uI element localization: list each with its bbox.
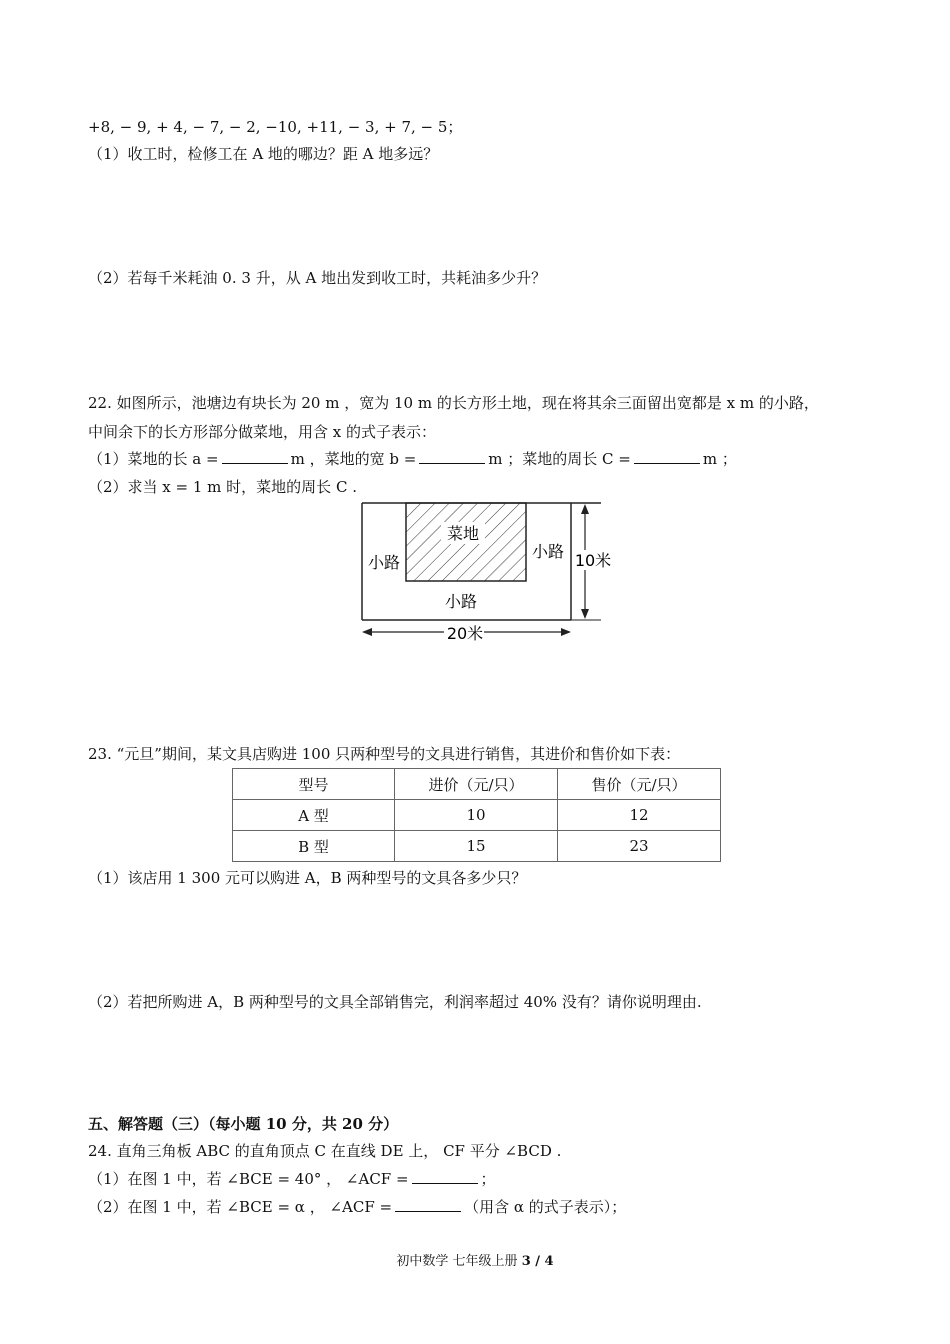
- price-table: [232, 768, 721, 862]
- table-cell: 10: [395, 800, 558, 831]
- q22-part1-d: m ；: [702, 450, 737, 468]
- footer-text: 初中数学 七年级上册: [396, 1254, 522, 1269]
- table-row: [233, 800, 721, 831]
- table-header: 售价（元/只）: [558, 769, 721, 800]
- width-label: 20米: [446, 624, 484, 643]
- q21-part2: （2）若每千米耗油 0. 3 升，从 A 地出发到收工时，共耗油多少升？: [88, 269, 547, 287]
- garden-label: 菜地: [446, 524, 480, 543]
- q23-intro: 23. “元旦”期间，某文具店购进 100 只两种型号的文具进行销售，其进价和售价如下表：: [88, 745, 681, 763]
- q24-part2-a: （2）在图 1 中，若 ∠BCE = α ， ∠ACF =: [88, 1198, 393, 1216]
- q24-part2: [88, 1197, 626, 1217]
- q24-part2-b: （用含 α 的式子表示）；: [464, 1198, 627, 1216]
- q21-part1: （1）收工时，检修工在 A 地的哪边？距 A 地多远？: [88, 145, 439, 163]
- table-header: 型号: [233, 769, 395, 800]
- height-arrowhead-top: [581, 504, 589, 514]
- table-header: 进价（元/只）: [395, 769, 558, 800]
- q22-part1-c: m ；菜地的周长 C =: [488, 450, 631, 468]
- answer-blank: [419, 449, 485, 464]
- q22-part1-b: m ，菜地的宽 b =: [290, 450, 417, 468]
- q23-part1: （1）该店用 1 300 元可以购进 A，B 两种型号的文具各多少只？: [88, 869, 527, 887]
- garden-figure: [355, 498, 615, 646]
- table-cell: 12: [558, 800, 721, 831]
- answer-blank: [395, 1197, 461, 1212]
- path-left-label: 小路: [367, 553, 401, 572]
- q22-line2: 中间余下的长方形部分做菜地，用含 x 的式子表示：: [88, 423, 436, 441]
- width-arrowhead-left: [362, 628, 372, 636]
- q23-part2: （2）若把所购进 A，B 两种型号的文具全部销售完，利润率超过 40% 没有？请你说明理由.: [88, 993, 702, 1011]
- q22-part2: （2）求当 x = 1 m 时，菜地的周长 C .: [88, 478, 357, 496]
- table-cell: 23: [558, 831, 721, 862]
- table-row: [233, 831, 721, 862]
- height-label: 10米: [574, 551, 612, 570]
- answer-blank: [634, 449, 700, 464]
- answer-blank: [222, 449, 288, 464]
- table-header-row: [233, 769, 721, 800]
- q24-line1: 24. 直角三角板 ABC 的直角顶点 C 在直线 DE 上， CF 平分 ∠BCD .: [88, 1142, 562, 1160]
- q24-part1-b: ；: [480, 1170, 496, 1188]
- height-arrowhead-bottom: [581, 609, 589, 619]
- table-cell: A 型: [233, 800, 395, 831]
- q24-part1: [88, 1169, 496, 1189]
- path-right-label: 小路: [531, 542, 565, 561]
- q22-part1-a: （1）菜地的长 a =: [88, 450, 219, 468]
- q22-line1: 22. 如图所示，池塘边有块长为 20 m ，宽为 10 m 的长方形土地，现在将其余三面留出宽都是 x m 的小路，: [88, 394, 819, 412]
- path-bottom-label: 小路: [444, 592, 478, 611]
- page-number: 3 / 4: [521, 1254, 554, 1269]
- answer-blank: [412, 1169, 478, 1184]
- q21-sequence: +8, − 9, + 4, − 7, − 2, −10, +11, − 3, + 7, − 5；: [88, 118, 463, 136]
- q24-part1-a: （1）在图 1 中，若 ∠BCE = 40° ， ∠ACF =: [88, 1170, 409, 1188]
- q22-part1: [88, 449, 737, 469]
- table-cell: 15: [395, 831, 558, 862]
- table-cell: B 型: [233, 831, 395, 862]
- width-arrowhead-right: [561, 628, 571, 636]
- page-footer: [0, 1250, 950, 1269]
- section-heading: 五、解答题（三）（每小题 10 分，共 20 分）: [88, 1115, 399, 1133]
